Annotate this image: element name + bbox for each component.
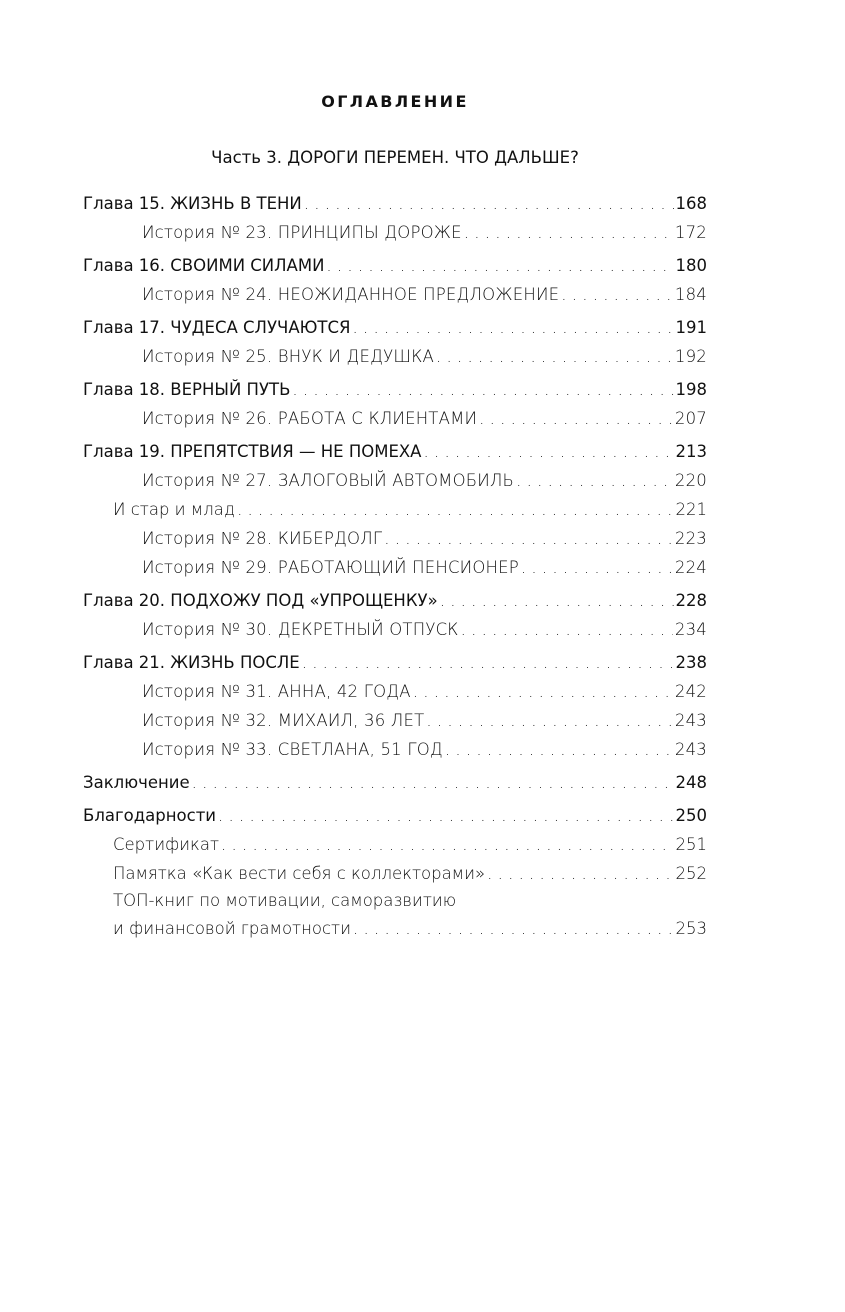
toc-entry-story-31[interactable] — [83, 677, 707, 706]
entry-label: Благодарности — [83, 806, 217, 825]
toc-entry-chapter-20[interactable] — [83, 586, 707, 615]
leader-dots — [302, 648, 674, 677]
toc-entry-story-27[interactable] — [83, 466, 707, 495]
leader-dots — [464, 218, 673, 247]
toc-entry-story-32[interactable] — [83, 706, 707, 735]
toc-entry-top-books-line1[interactable] — [83, 888, 707, 914]
leader-dots — [353, 914, 674, 943]
entry-label: Глава 20. ПОДХОЖУ ПОД «УПРОЩЕНКУ» — [83, 591, 438, 610]
entry-label: История № 30. ДЕКРЕТНЫЙ ОТПУСК — [142, 620, 459, 639]
entry-label: История № 23. ПРИНЦИПЫ ДОРОЖЕ — [142, 223, 462, 242]
part-heading: Часть 3. ДОРОГИ ПЕРЕМЕН. ЧТО ДАЛЬШЕ? — [211, 148, 579, 167]
entry-label: История № 29. РАБОТАЮЩИЙ ПЕНСИОНЕР — [142, 558, 519, 577]
leader-dots — [352, 313, 673, 342]
entry-label: ТОП-книг по мотивации, саморазвитию — [113, 891, 457, 910]
entry-page: 184 — [674, 285, 707, 304]
entry-label: Глава 18. ВЕРНЫЙ ПУТЬ — [83, 380, 291, 399]
leader-dots — [461, 615, 673, 644]
entry-page: 192 — [674, 347, 707, 366]
entry-label: Глава 17. ЧУДЕСА СЛУЧАЮТСЯ — [83, 318, 351, 337]
entry-page: 243 — [674, 711, 707, 730]
entry-label: Глава 19. ПРЕПЯТСТВИЯ — НЕ ПОМЕХА — [83, 442, 422, 461]
toc-entry-story-24[interactable] — [83, 280, 707, 309]
entry-label: История № 25. ВНУК И ДЕДУШКА — [142, 347, 435, 366]
entry-page: 172 — [674, 223, 707, 242]
entry-page: 242 — [674, 682, 707, 701]
toc-entry-chapter-15[interactable] — [83, 189, 707, 218]
leader-dots — [426, 706, 673, 735]
entry-label: История № 32. МИХАИЛ, 36 ЛЕТ — [142, 711, 425, 730]
toc-entry-conclusion[interactable] — [83, 768, 707, 797]
entry-page: 168 — [675, 194, 707, 213]
entry-label: История № 24. НЕОЖИДАННОЕ ПРЕДЛОЖЕНИЕ — [142, 285, 560, 304]
entry-label: История № 28. КИБЕРДОЛГ — [142, 529, 383, 548]
entry-page: 224 — [674, 558, 707, 577]
entry-page: 228 — [675, 591, 707, 610]
leader-dots — [304, 189, 674, 218]
leader-dots — [445, 735, 673, 764]
toc-entry-story-33[interactable] — [83, 735, 707, 764]
entry-page: 253 — [675, 919, 707, 938]
leader-dots — [423, 437, 673, 466]
entry-page: 251 — [675, 835, 707, 854]
leader-dots — [413, 677, 673, 706]
entry-page: 220 — [674, 471, 707, 490]
entry-label: История № 27. ЗАЛОГОВЫЙ АВТОМОБИЛЬ — [142, 471, 515, 490]
leader-dots — [221, 830, 673, 859]
entry-page: 221 — [675, 500, 707, 519]
leader-dots — [516, 466, 673, 495]
leader-dots — [479, 404, 673, 433]
toc-entry-story-23[interactable] — [83, 218, 707, 247]
entry-label: Сертификат — [113, 835, 220, 854]
entry-label: Глава 16. СВОИМИ СИЛАМИ — [83, 256, 325, 275]
toc-entry-old-and-young[interactable] — [83, 495, 707, 524]
leader-dots — [440, 586, 674, 615]
entry-label: Глава 21. ЖИЗНЬ ПОСЛЕ — [83, 653, 300, 672]
toc-entry-acknowledgements[interactable] — [83, 801, 707, 830]
entry-label: История № 33. СВЕТЛАНА, 51 ГОД — [142, 740, 443, 759]
toc-entry-story-26[interactable] — [83, 404, 707, 433]
toc-title: ОГЛАВЛЕНИЕ — [321, 92, 469, 111]
toc-entry-story-30[interactable] — [83, 615, 707, 644]
table-of-contents — [83, 189, 707, 943]
leader-dots — [218, 801, 673, 830]
toc-entry-chapter-18[interactable] — [83, 375, 707, 404]
leader-dots — [384, 524, 673, 553]
toc-entry-top-books-line2[interactable] — [83, 914, 707, 943]
entry-label: История № 26. РАБОТА С КЛИЕНТАМИ — [142, 409, 478, 428]
entry-page: 234 — [674, 620, 707, 639]
entry-label: История № 31. АННА, 42 ГОДА — [142, 682, 411, 701]
entry-page: 252 — [675, 864, 707, 883]
toc-entry-certificate[interactable] — [83, 830, 707, 859]
leader-dots — [436, 342, 673, 371]
entry-page: 207 — [674, 409, 707, 428]
leader-dots — [487, 859, 673, 888]
toc-entry-chapter-21[interactable] — [83, 648, 707, 677]
entry-page: 243 — [674, 740, 707, 759]
toc-entry-chapter-19[interactable] — [83, 437, 707, 466]
entry-page: 198 — [675, 380, 707, 399]
leader-dots — [561, 280, 673, 309]
entry-page: 213 — [675, 442, 707, 461]
entry-label: И стар и млад — [113, 500, 236, 519]
toc-entry-story-28[interactable] — [83, 524, 707, 553]
entry-page: 238 — [675, 653, 707, 672]
toc-entry-chapter-17[interactable] — [83, 313, 707, 342]
leader-dots — [292, 375, 673, 404]
entry-page: 250 — [675, 806, 707, 825]
leader-dots — [521, 553, 673, 582]
leader-dots — [237, 495, 673, 524]
toc-entry-chapter-16[interactable] — [83, 251, 707, 280]
entry-page: 180 — [675, 256, 707, 275]
toc-entry-story-25[interactable] — [83, 342, 707, 371]
entry-label: Заключение — [83, 773, 190, 792]
toc-entry-story-29[interactable] — [83, 553, 707, 582]
entry-page: 191 — [675, 318, 707, 337]
entry-page: 248 — [675, 773, 707, 792]
entry-label: Глава 15. ЖИЗНЬ В ТЕНИ — [83, 194, 302, 213]
toc-entry-collectors-memo[interactable] — [83, 859, 707, 888]
leader-dots — [326, 251, 673, 280]
entry-page: 223 — [674, 529, 707, 548]
leader-dots — [192, 768, 674, 797]
entry-label: и финансовой грамотности — [113, 919, 351, 938]
entry-label: Памятка «Как вести себя с коллекторами» — [113, 864, 486, 883]
